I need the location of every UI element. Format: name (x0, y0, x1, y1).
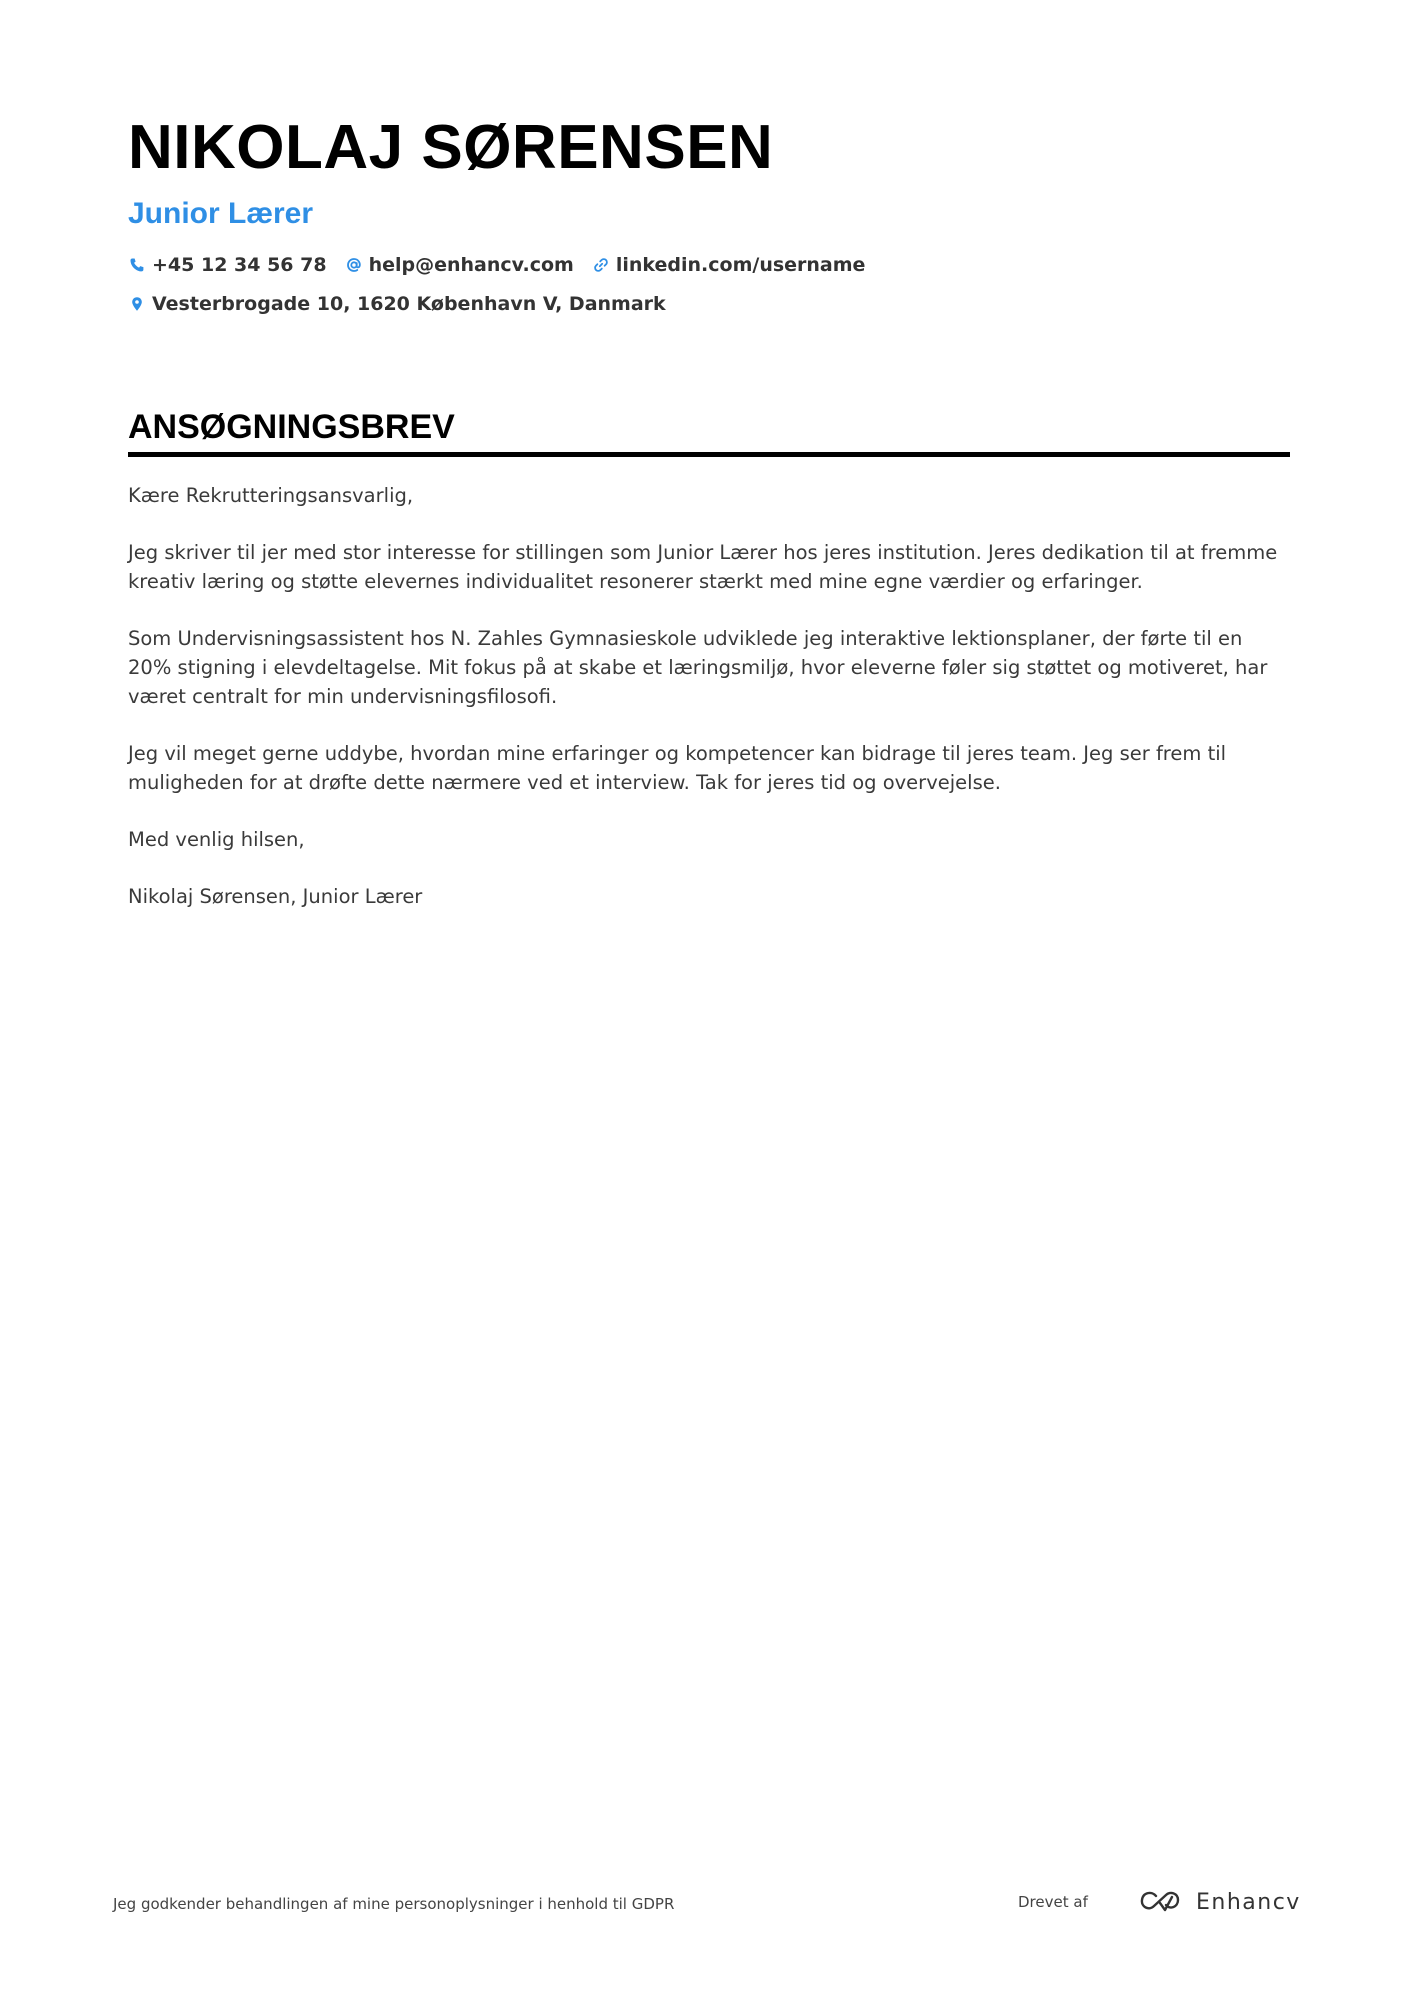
letter-paragraph-1: Jeg skriver til jer med stor interesse for stillingen som Junior Lærer hos jeres institution. Jeres dedikation til at fremme kreativ læring og støtte elevernes individualitet resonerer stærkt med mine egne værdier og erfaringer. (128, 541, 1278, 593)
gdpr-consent-text: Jeg godkender behandlingen af mine personoplysninger i henhold til GDPR (113, 1895, 675, 1913)
link-icon (592, 256, 610, 274)
phone-icon (128, 256, 146, 274)
phone-number: +45 12 34 56 78 (152, 254, 327, 276)
email-address[interactable]: help@enhancv.com (368, 254, 574, 276)
letter-body (128, 481, 1290, 911)
linkedin-url[interactable]: linkedin.com/username (615, 254, 866, 276)
enhancv-brand-name: Enhancv (1196, 1889, 1301, 1915)
contact-phone (128, 254, 327, 276)
applicant-name: NIKOLAJ SØRENSEN (128, 113, 774, 182)
at-icon (345, 256, 363, 274)
letter-greeting: Kære Rekrutteringsansvarlig, (128, 484, 414, 507)
contact-linkedin[interactable] (592, 254, 866, 276)
header (128, 108, 1288, 317)
powered-by-label: Drevet af (1018, 1893, 1088, 1911)
cover-letter-section (128, 406, 1290, 939)
footer (113, 1885, 1301, 1925)
letter-paragraph-2: Som Undervisningsassistent hos N. Zahles Gymnasieskole udviklede jeg interaktive lektionsplaner, der førte til en 20% stigning i elevdeltagelse. Mit fokus på at skabe et læringsmiljø, hvor eleverne føler sig støttet og motiveret, har været centralt for min undervisningsfilosofi. (128, 627, 1268, 708)
letter-signature: Nikolaj Sørensen, Junior Lærer (128, 885, 423, 908)
contact-address (128, 293, 666, 315)
enhancv-logo-icon (1138, 1889, 1184, 1915)
job-title: Junior Lærer (128, 197, 314, 230)
location-pin-icon (128, 295, 146, 313)
enhancv-brand[interactable] (1138, 1885, 1301, 1919)
section-divider (128, 452, 1290, 457)
contact-row-2 (128, 291, 1288, 317)
letter-closing: Med venlig hilsen, (128, 828, 305, 851)
address: Vesterbrogade 10, 1620 København V, Danmark (152, 293, 666, 315)
contact-row-1 (128, 252, 1288, 278)
letter-paragraph-3: Jeg vil meget gerne uddybe, hvordan mine erfaringer og kompetencer kan bidrage til jeres team. Jeg ser frem til muligheden for at drøfte dette nærmere ved et interview. Tak for jeres tid og overvejelse. (128, 742, 1227, 794)
contact-email[interactable] (345, 254, 574, 276)
section-title: ANSØGNINGSBREV (128, 408, 455, 446)
